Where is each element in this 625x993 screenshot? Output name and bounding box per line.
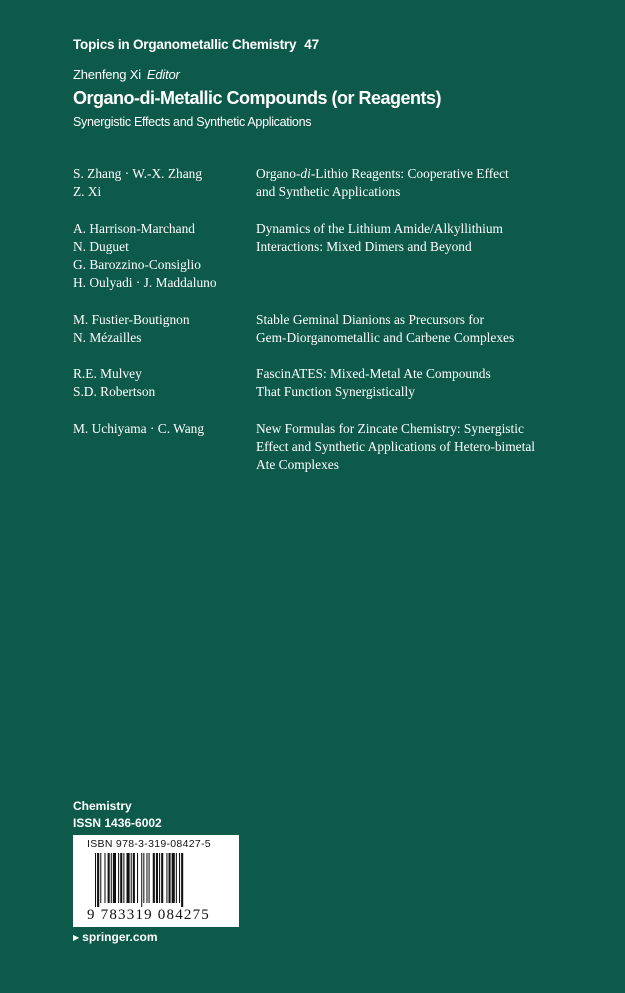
title-line: Interactions: Mixed Dimers and Beyond <box>256 238 472 254</box>
barcode-bar <box>118 853 119 903</box>
barcode-bar <box>131 853 132 903</box>
barcode-bar <box>166 853 167 903</box>
toc-chapter-title <box>256 220 593 293</box>
editor-role: Editor <box>146 67 180 82</box>
toc-entry <box>73 220 593 293</box>
barcode-bar <box>100 853 101 903</box>
title-line: Stable Geminal Dianions as Precursors for <box>256 311 484 327</box>
title-line: That Function Synergistically <box>256 384 415 400</box>
isbn-label: ISBN 978-3-319-08427-5 <box>87 838 211 850</box>
barcode-bar <box>169 853 171 903</box>
title-line: FascinATES: Mixed-Metal Ate Compounds <box>256 366 491 382</box>
barcode-bar <box>97 853 99 907</box>
title-part: -Lithio Reagents: Cooperative Effect <box>310 166 509 181</box>
toc-entry <box>73 365 593 401</box>
issn-label: ISSN 1436-6002 <box>73 816 162 830</box>
website-text: springer.com <box>82 930 158 944</box>
barcode-bar <box>113 853 116 903</box>
author-line: N. Duguet <box>73 238 129 254</box>
series-volume: 47 <box>304 37 319 52</box>
toc-authors <box>73 365 256 401</box>
ean-digits: 9 783319 084275 <box>87 907 210 923</box>
toc-entry <box>73 420 593 475</box>
title-line: Ate Complexes <box>256 457 339 473</box>
series-name: Topics in Organometallic Chemistry <box>73 37 297 52</box>
title-line: and Synthetic Applications <box>256 184 401 200</box>
subject-label: Chemistry <box>73 799 132 813</box>
toc-authors <box>73 165 256 201</box>
barcode-bar <box>181 853 183 907</box>
title-line: Gem-Diorganometallic and Carbene Complexes <box>256 329 515 345</box>
isbn-barcode <box>73 835 239 927</box>
author-line: S.D. Robertson <box>73 384 156 400</box>
toc-chapter-title <box>256 165 593 201</box>
barcode-bar <box>156 853 158 903</box>
barcode-bar <box>153 853 155 903</box>
barcode-bar <box>143 853 144 903</box>
toc-authors <box>73 420 256 475</box>
barcode-bar <box>141 853 142 907</box>
author-line: N. Mézailles <box>73 329 142 345</box>
toc-chapter-title <box>256 311 593 347</box>
author-line: Z. Xi <box>73 184 102 200</box>
editor-name: Zhenfeng Xi <box>73 67 141 82</box>
book-title: Organo-di-Metallic Compounds (or Reagents) <box>73 88 442 108</box>
editor-line <box>73 67 180 82</box>
author-line: G. Barozzino-Consiglio <box>73 257 201 272</box>
triangle-right-icon: ▶ <box>73 933 80 942</box>
title-line: Effect and Synthetic Applications of Hetero-bimetal <box>256 438 536 454</box>
barcode-bar <box>172 853 175 903</box>
barcode-bar <box>149 853 150 903</box>
barcode-bar <box>108 853 110 903</box>
barcode-bar <box>127 853 130 903</box>
title-italic-part: di <box>300 166 311 181</box>
author-line: A. Harrison-Marchand <box>73 220 195 236</box>
barcode-bar <box>133 853 135 903</box>
barcode-bar <box>95 853 96 907</box>
barcode-bars-icon <box>95 853 219 907</box>
barcode-bar <box>161 853 163 903</box>
toc-chapter-title <box>256 365 593 401</box>
author-line: H. Oulyadi · J. Maddaluno <box>73 275 217 291</box>
toc-chapter-title <box>256 420 593 475</box>
barcode-bar <box>104 853 105 903</box>
title-part: Organo- <box>256 166 301 181</box>
series-line <box>73 37 319 52</box>
toc-entry <box>73 165 593 201</box>
title-line <box>256 165 593 183</box>
publisher-website[interactable] <box>73 930 158 944</box>
author-line: M. Fustier-Boutignon <box>73 311 190 327</box>
barcode-bar <box>137 853 138 903</box>
book-subtitle: Synergistic Effects and Synthetic Applications <box>73 115 312 129</box>
toc-entry <box>73 311 593 347</box>
barcode-bar <box>176 853 177 903</box>
toc-authors <box>73 220 256 293</box>
table-of-contents <box>73 165 593 493</box>
barcode-bar <box>123 853 124 903</box>
author-line: S. Zhang · W.-X. Zhang <box>73 166 203 181</box>
barcode-bar <box>179 853 180 903</box>
barcode-bar <box>146 853 147 903</box>
barcode-bar <box>111 853 112 903</box>
toc-authors <box>73 311 256 347</box>
author-line: M. Uchiyama · C. Wang <box>73 420 205 436</box>
title-line: New Formulas for Zincate Chemistry: Synergistic <box>256 420 524 436</box>
title-line: Dynamics of the Lithium Amide/Alkyllithium <box>256 220 503 236</box>
barcode-bar <box>120 853 122 903</box>
barcode-bar <box>159 853 160 903</box>
author-line: R.E. Mulvey <box>73 366 142 382</box>
